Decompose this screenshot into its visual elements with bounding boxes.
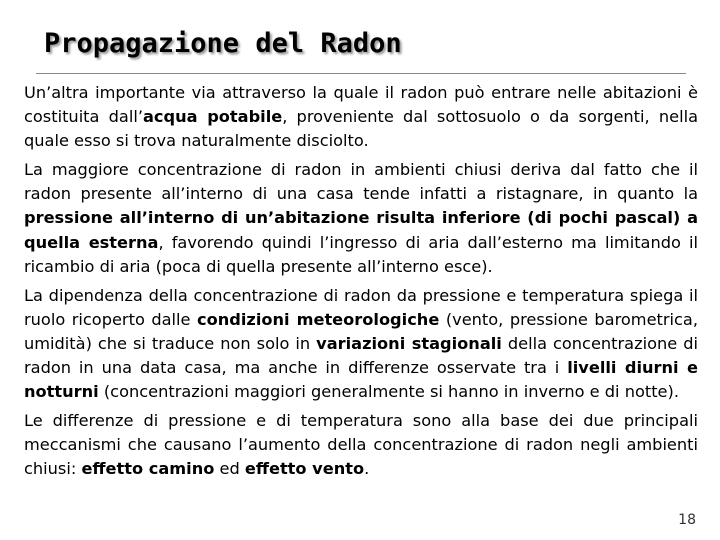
text-run: , proveniente dal sottosuolo o da sorgenti, nella quale esso si trova naturalmente disciolto. (24, 107, 698, 151)
text-run: della concentrazione di radon in una data casa, ma anche in differenze osservate tra i (24, 333, 698, 378)
text-run: Un’altra importante via attraverso la quale il radon può entrare nelle abitazioni è costituita dall’ (24, 83, 698, 127)
slide-number: 18 (678, 512, 696, 528)
text-run: . (364, 459, 370, 479)
emphasized-text: variazioni stagionali (316, 333, 502, 353)
emphasized-text: pressione all’interno di un’abitazione risulta inferiore (di pochi pascal) a quella esterna (24, 208, 698, 252)
paragraph-weather-conditions (24, 284, 698, 404)
slide-body (24, 81, 698, 487)
text-run: La dipendenza della concentrazione di radon da pressione e temperatura spiega il ruolo ricoperto dalle (24, 285, 698, 329)
text-run: (concentrazioni maggiori generalmente si hanno in inverno e di notte). (98, 382, 679, 402)
paragraph-drinking-water (24, 81, 698, 153)
emphasized-text: effetto camino (81, 459, 215, 479)
emphasized-text: acqua potabile (142, 107, 283, 127)
text-run: La maggiore concentrazione di radon in ambienti chiusi deriva dal fatto che il radon presente all’interno di una casa tende infatti a ristagnare, in quanto la (24, 160, 698, 204)
text-run: Le differenze di pressione e di temperatura sono alla base dei due principali meccanismi che causano l’aumento della concentrazione di radon negli ambienti chiusi: (24, 411, 698, 479)
emphasized-text: effetto vento (244, 459, 365, 479)
emphasized-text: condizioni meteorologiche (197, 309, 440, 329)
slide-title: Propagazione del Radon (44, 28, 402, 59)
title-divider (36, 73, 686, 74)
emphasized-text: livelli diurni e notturni (24, 358, 698, 402)
text-run: ed (214, 459, 245, 479)
paragraph-main-mechanisms (24, 409, 698, 481)
text-run: , favorendo quindi l’ingresso di aria dall’esterno ma limitando il ricambio di aria (poca di quella presente all’interno esce). (24, 232, 698, 276)
text-run: (vento, pressione barometrica, umidità) che si traduce non solo in (24, 309, 698, 353)
paragraph-indoor-pressure (24, 158, 698, 278)
